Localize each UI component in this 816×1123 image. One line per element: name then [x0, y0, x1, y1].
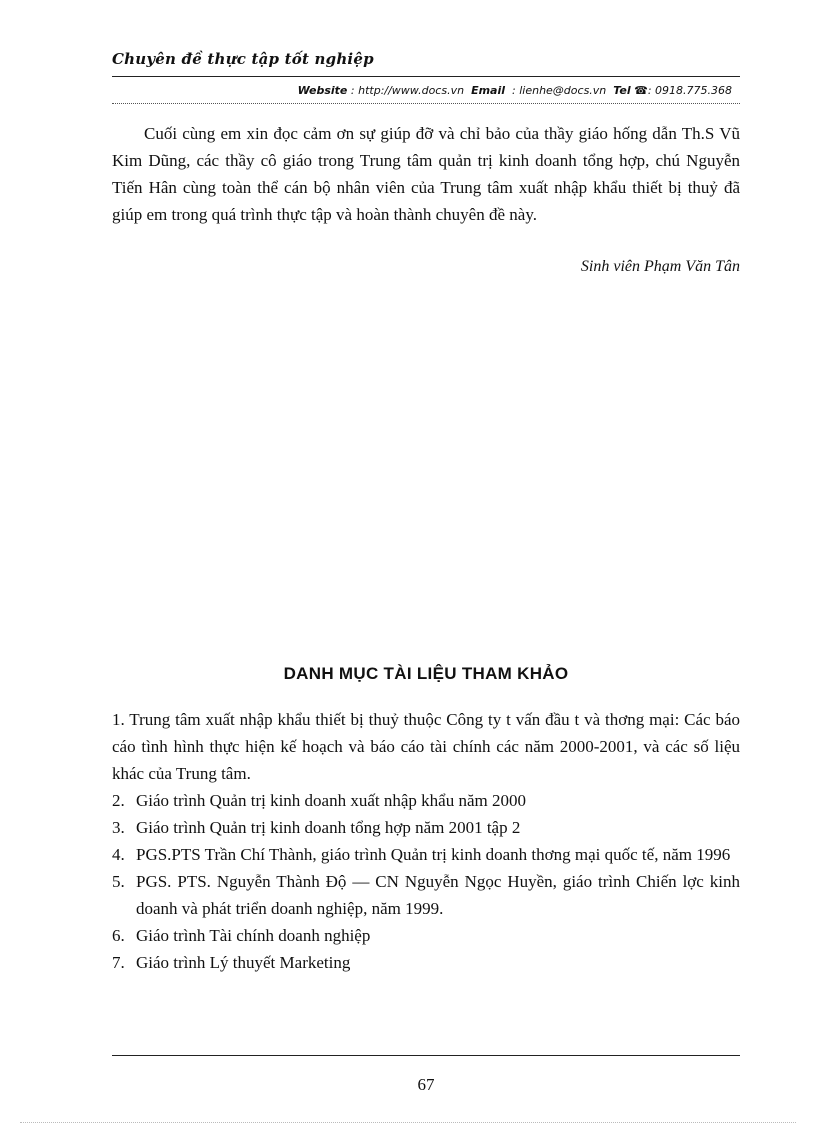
reference-number: 3.: [112, 818, 125, 837]
page-number: 67: [417, 1075, 435, 1094]
email-address[interactable]: : lienhe@docs.vn: [512, 84, 607, 97]
reference-text: Giáo trình Tài chính doanh nghiệp: [136, 926, 371, 945]
references-heading: DANH MỤC TÀI LIỆU THAM KHẢO: [283, 664, 569, 683]
header-contact: [112, 84, 732, 97]
acknowledgement-paragraph: Cuối cùng em xin đọc cảm ơn sự giúp đỡ và chỉ bảo của thầy giáo hống dẫn Th.S Vũ Kim Dũng, các thầy cô giáo trong Trung tâm quản trị kinh doanh tổng hợp, chú Nguyễn Tiến Hân cùng toàn thể cán bộ nhân viên của Trung tâm xuất nhập khẩu thiết bị thuỷ đã giúp em trong quá trình thực tập và hoàn thành chuyên đề này.: [112, 124, 740, 224]
header-rule-bottom: [112, 103, 740, 104]
reference-item-4: [112, 841, 740, 868]
reference-item-1: 1. Trung tâm xuất nhập khẩu thiết bị thuỷ thuộc Công ty t vấn đầu t và thơng mại: Các báo cáo tình hình thực hiện kế hoạch và báo cáo tài chính các năm 2000-2001, và các số liệu khác của Trung tâm.: [112, 710, 740, 783]
reference-number: 7.: [112, 953, 125, 972]
reference-item-7: [112, 949, 740, 976]
reference-text: Giáo trình Lý thuyết Marketing: [136, 953, 351, 972]
reference-text: Giáo trình Quản trị kinh doanh xuất nhập khẩu năm 2000: [136, 791, 526, 810]
website-label: Website: [297, 84, 348, 97]
tel-label: Tel: [613, 84, 631, 97]
references-list: [112, 706, 740, 976]
reference-item-5: [112, 868, 740, 922]
header-title: Chuyên đề thực tập tốt nghiệp: [112, 50, 374, 68]
reference-item-3: [112, 814, 740, 841]
reference-number: 4.: [112, 845, 125, 864]
reference-number: 5.: [112, 872, 125, 891]
phone-icon: ☎: [634, 84, 648, 97]
reference-text: Giáo trình Quản trị kinh doanh tổng hợp năm 2001 tập 2: [136, 818, 521, 837]
reference-text: PGS. PTS. Nguyễn Thành Độ — CN Nguyễn Ngọc Huyền, giáo trình Chiến lợc kinh doanh và phát triển doanh nghiệp, năm 1999.: [136, 872, 740, 918]
reference-number: 2.: [112, 791, 125, 810]
email-label: Email: [471, 84, 506, 97]
footer-rule: [112, 1055, 740, 1056]
header-rule-top: [112, 76, 740, 77]
reference-item-2: [112, 787, 740, 814]
reference-item-6: [112, 922, 740, 949]
reference-number: 6.: [112, 926, 125, 945]
website-url[interactable]: : http://www.docs.vn: [350, 84, 465, 97]
tel-number: : 0918.775.368: [647, 84, 732, 97]
signature: Sinh viên Phạm Văn Tân: [580, 258, 740, 275]
reference-text: PGS.PTS Trần Chí Thành, giáo trình Quản trị kinh doanh thơng mại quốc tế, năm 1996: [136, 845, 731, 864]
